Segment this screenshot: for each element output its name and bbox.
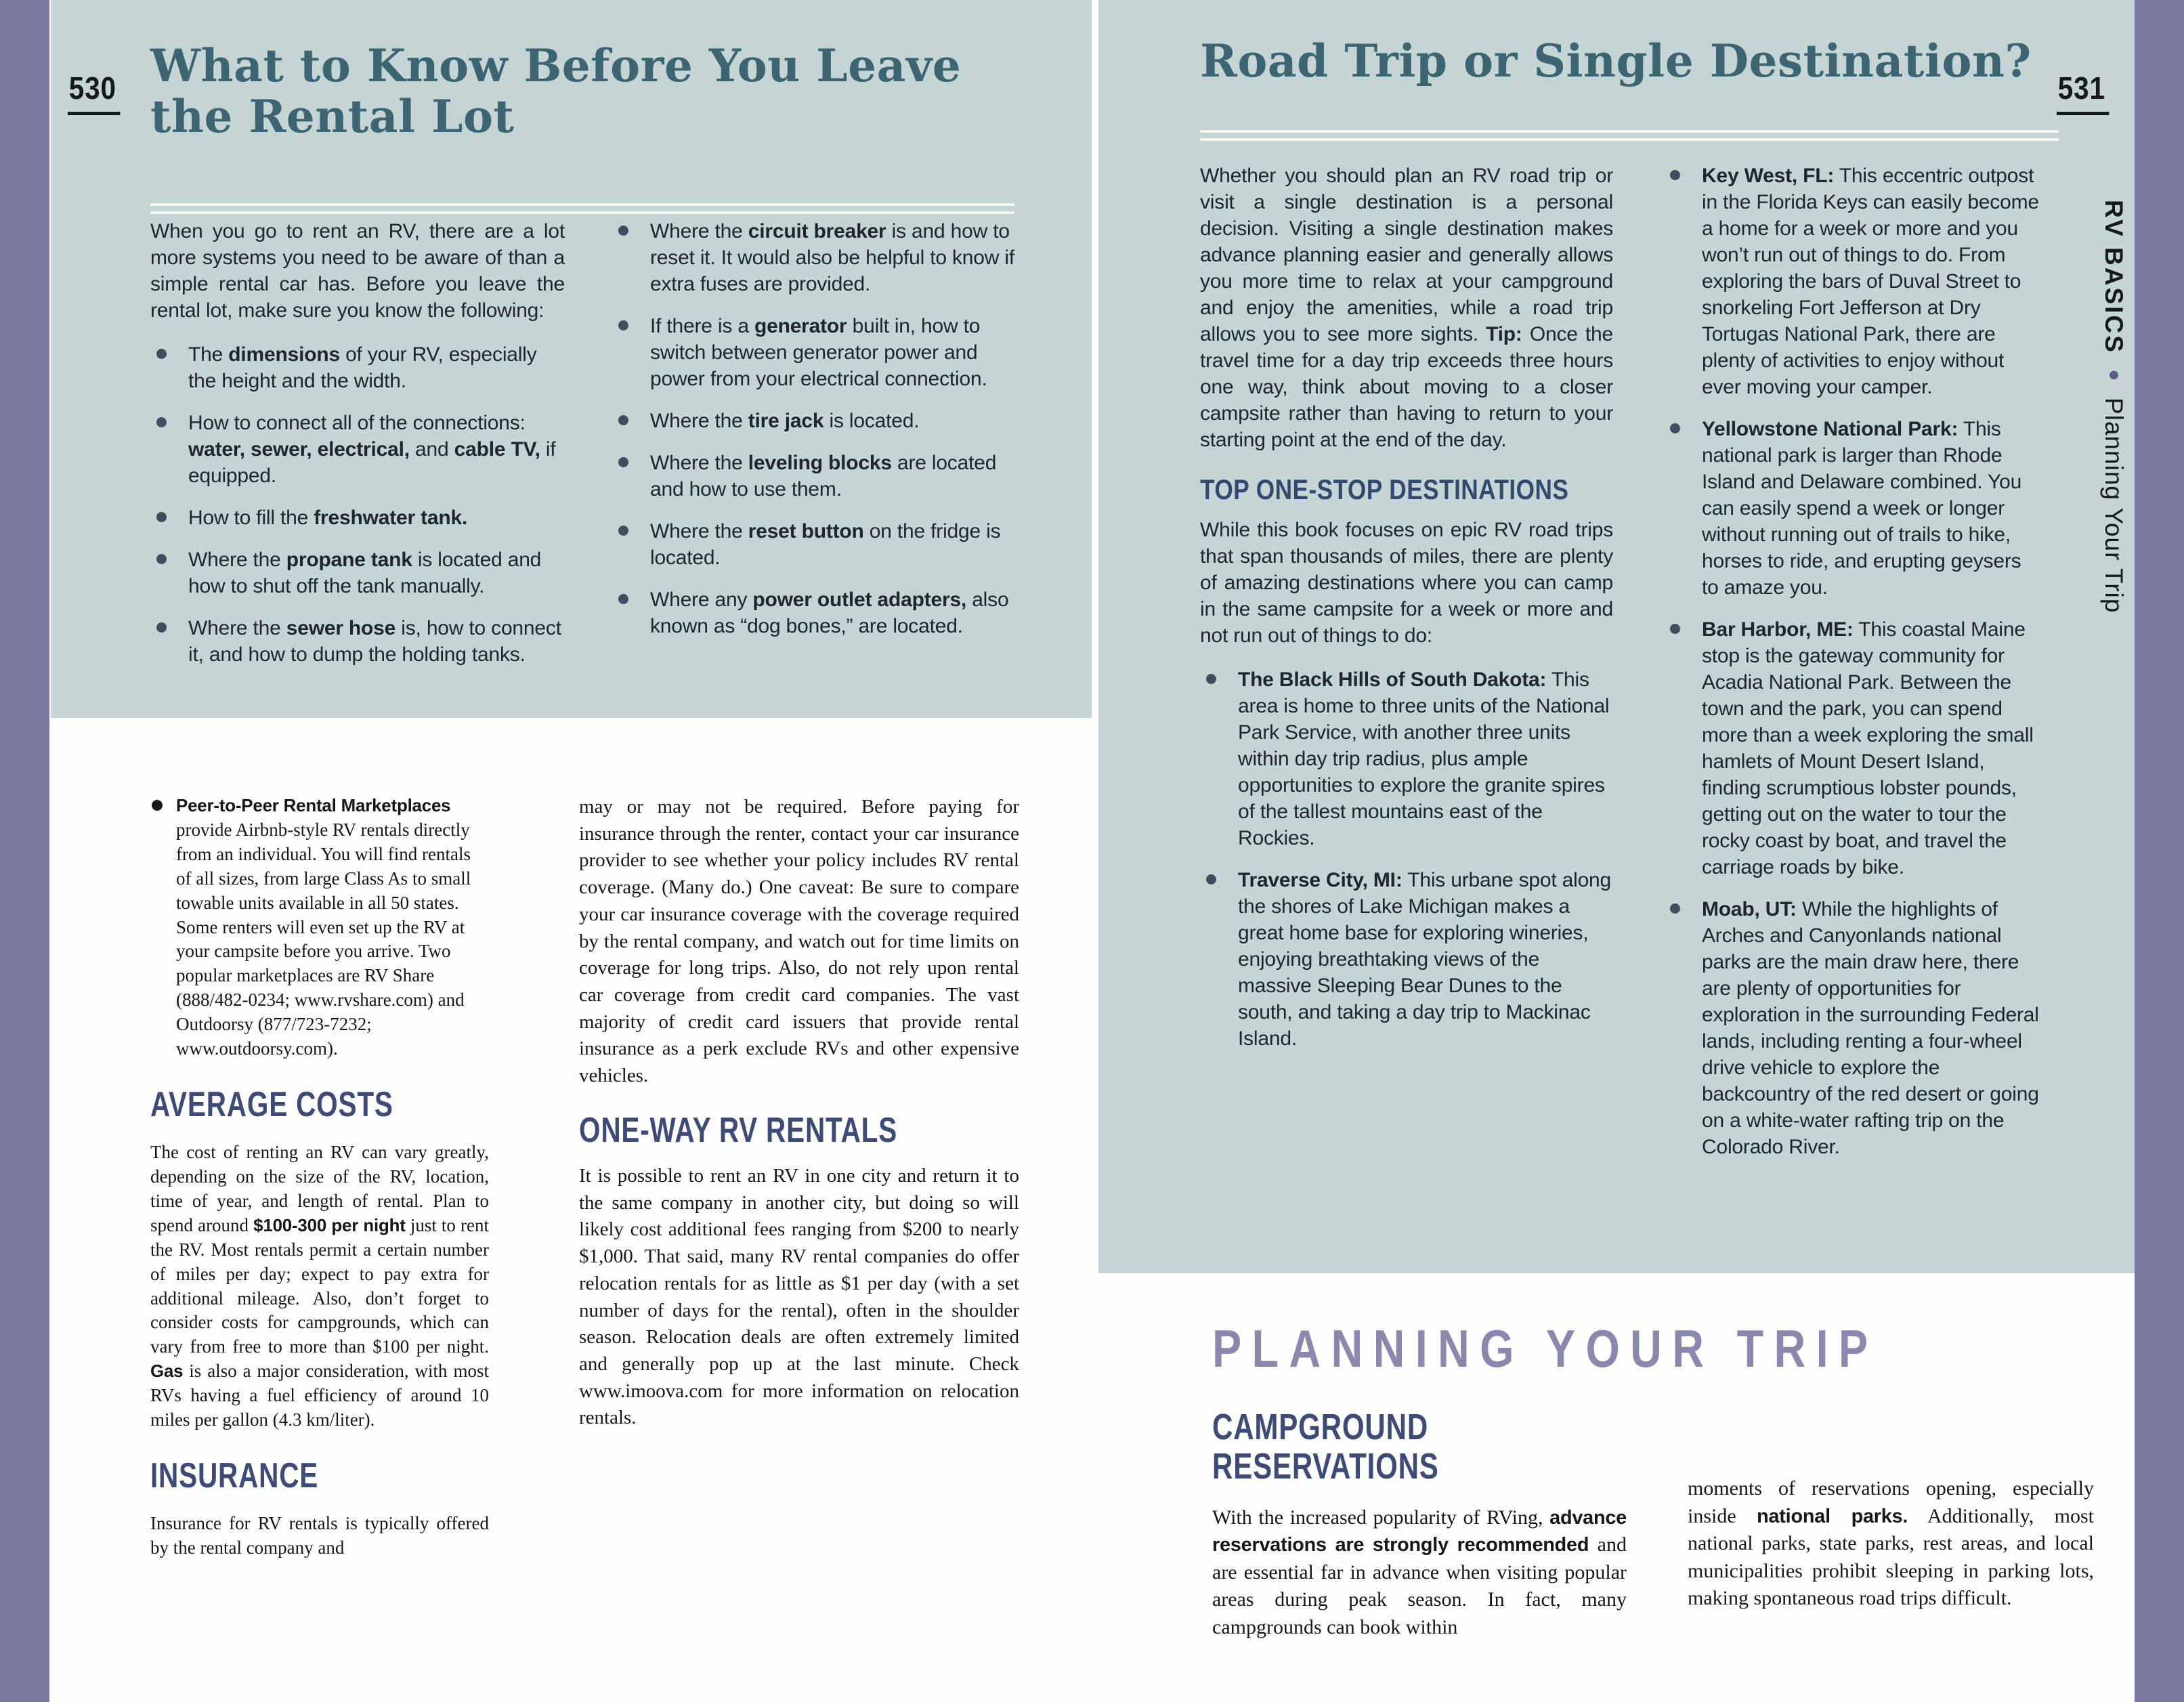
page-title-right: Road Trip or Single Destination? bbox=[1200, 35, 2032, 87]
checklist-item: Where the tire jack is located. bbox=[612, 408, 1027, 434]
road-trip-intro: Whether you should plan an RV road trip or visit a single destination is a personal decision. Visiting a single destination makes advance planning easier and generally allows you more time to relax at your campground and enjoy the amenities, while a road trip allows you to see more sights. Tip: Once the travel time for a day trip exceeds three hours one way, think about moving to a closer campsite rather than having to return to your starting point at the end of the day. bbox=[1200, 165, 1613, 451]
average-costs-body: The cost of renting an RV can vary greatly, depending on the size of the RV, location, time of year, and length of rental. Plan to spend around $100-300 per night just to rent the RV. Most rentals permit a certain number of miles per day; expect to pay extra for additional mileage. Also, don’t forget to consider costs for campgrounds, which can vary from free to more than $100 per night. Gas is also a major consideration, with most RVs having a fuel efficiency of around 10 miles per gallon (4.3 km/liter). bbox=[150, 1142, 489, 1430]
left-bottom-column-2 bbox=[579, 794, 1019, 1432]
destination-item: Yellowstone National Park: This national park is larger than Rhode Island and Delaware combined. You can easily spend a week or longer without running out of trails to hike, horses to ride, and erupting geysers to amaze you. bbox=[1664, 416, 2043, 601]
campground-reservations-heading bbox=[1212, 1407, 1535, 1487]
campground-heading-line2: RESERVATIONS bbox=[1212, 1446, 1439, 1487]
checklist-item: Where any power outlet adapters, also known as “dog bones,” are located. bbox=[612, 587, 1027, 639]
chapter-sidebar-label bbox=[2099, 200, 2128, 613]
destinations-list-1 bbox=[1200, 666, 1613, 1052]
checklist-item: Where the leveling blocks are located and how to use them. bbox=[612, 450, 1027, 503]
double-rule-right bbox=[1200, 130, 2059, 141]
intro-paragraph: When you go to rent an RV, there are a lot more systems you need to be aware of than a simple rental car has. Before you leave the rental lot, make sure you know the following: bbox=[150, 220, 565, 322]
double-rule-left bbox=[150, 203, 1014, 214]
destination-item: Bar Harbor, ME: This coastal Maine stop is the gateway community for Acadia National Park. Between the town and the park, you can spend more than a week exploring the small hamlets of Mount Desert Island, finding scrumptious lobster pounds, getting out on the water to tour the rocky coast by boat, and travel the carriage roads by bike. bbox=[1664, 616, 2043, 880]
checklist-column-2 bbox=[612, 218, 1027, 683]
destinations-intro: While this book focuses on epic RV road trips that span thousands of miles, there are plenty of amazing destinations where you can camp in the same campsite for a week or more and not run out of things to do: bbox=[1200, 519, 1613, 647]
road-trip-column-1 bbox=[1200, 163, 1613, 1176]
left-spine-bar bbox=[0, 0, 49, 1702]
checklist-column-1 bbox=[150, 218, 565, 683]
sidebar-separator-dot-icon: ● bbox=[2103, 368, 2126, 383]
one-stop-destinations-heading: TOP ONE-STOP DESTINATIONS bbox=[1200, 473, 1569, 505]
planning-your-trip-heading: PLANNING YOUR TRIP bbox=[1212, 1320, 1879, 1379]
left-bottom-column-1 bbox=[150, 794, 489, 1560]
one-way-rentals-body: It is possible to rent an RV in one city and return it to the same company in another city, but doing so will likely cost additional fees ranging from $200 to nearly $1,000. That said, many RV rental companies do offer relocation rentals for as little as $1 per day (with a set number of days for the rental), often in the shoulder season. Relocation deals are often extremely limited and generally pop up at the last minute. Check www.imoova.com for more information on relocation rentals. bbox=[579, 1164, 1019, 1429]
checklist-item: If there is a generator built in, how to switch between generator power and power from your electrical connection. bbox=[612, 313, 1027, 392]
checklist-item: Where the propane tank is located and how to shut off the tank manually. bbox=[150, 547, 565, 599]
checklist-item: How to connect all of the connections: water, sewer, electrical, and cable TV, if equipped. bbox=[150, 410, 565, 489]
destination-item: The Black Hills of South Dakota: This area is home to three units of the National Park Service, with another three units within day trip radius, plus ample opportunities to explore the granite spires of the tallest mountains east of the Rockies. bbox=[1200, 666, 1613, 851]
road-trip-column-2 bbox=[1664, 163, 2043, 1176]
page-number-530: 530 bbox=[68, 70, 120, 115]
checklist-item: Where the circuit breaker is and how to reset it. It would also be helpful to know if extra fuses are provided. bbox=[612, 218, 1027, 297]
page-title-left-line1: What to Know Before You Leave bbox=[150, 39, 962, 92]
sidebar-section-name: Planning Your Trip bbox=[2100, 397, 2128, 614]
checklist-list-2 bbox=[612, 218, 1027, 639]
campground-column-1 bbox=[1212, 1407, 1627, 1641]
destination-item: Key West, FL: This eccentric outpost in the Florida Keys can easily become a home for a week or more and you won’t run out of things to do. From exploring the bars of Duval Street to snorkeling Fort Jefferson at Dry Tortugas National Park, there are plenty of activities to enjoy without ever moving your camper. bbox=[1664, 163, 2043, 400]
checklist-item: Where the reset button on the fridge is located. bbox=[612, 518, 1027, 571]
campground-reservations-section bbox=[1212, 1407, 2094, 1641]
campground-body-1: With the increased popularity of RVing, advance reservations are strongly recommended and are essential far in advance when visiting popular areas during peak season. In fact, many campgrounds can book within bbox=[1212, 1506, 1627, 1638]
road-trip-columns bbox=[1200, 163, 2043, 1176]
sidebar-chapter-name: RV BASICS bbox=[2100, 200, 2128, 354]
checklist-list-1 bbox=[150, 341, 565, 668]
page-title-left bbox=[150, 41, 961, 142]
peer-rental-list bbox=[150, 794, 489, 1061]
destinations-list-2 bbox=[1664, 163, 2043, 1160]
destination-item: Traverse City, MI: This urbane spot along the shores of Lake Michigan makes a great home base for exploring wineries, enjoying breathtaking views of the massive Sleeping Bear Dunes to the south, and taking a day trip to Mackinac Island. bbox=[1200, 867, 1613, 1052]
average-costs-heading: AVERAGE COSTS bbox=[150, 1084, 393, 1124]
destination-item: Moab, UT: While the highlights of Arches and Canyonlands national parks are the main draw here, there are plenty of opportunities for exploration in the surrounding Federal lands, including renting a four-wheel drive vehicle to explore the backcountry of the red desert or going on a white-water rafting trip on the Colorado River. bbox=[1664, 896, 2043, 1160]
right-spine-bar bbox=[2135, 0, 2184, 1702]
campground-heading-line1: CAMPGROUND bbox=[1212, 1407, 1429, 1447]
page-title-left-line2: the Rental Lot bbox=[150, 90, 515, 144]
one-way-rentals-heading: ONE-WAY RV RENTALS bbox=[579, 1110, 898, 1150]
insurance-body: Insurance for RV rentals is typically offered by the rental company and bbox=[150, 1513, 489, 1558]
campground-body-2: moments of reservations opening, especially inside national parks. Additionally, most national parks, state parks, rest areas, and local municipalities prohibit sleeping in parking lots, making spontaneous road trips difficult. bbox=[1688, 1477, 2094, 1609]
checklist-columns bbox=[150, 218, 1027, 683]
checklist-item: How to fill the freshwater tank. bbox=[150, 505, 565, 531]
insurance-continuation: may or may not be required. Before paying for insurance through the renter, contact your car insurance provider to see whether your policy includes RV rental coverage. (Many do.) One caveat: Be sure to compare your car insurance coverage with the coverage required by the rental company, and watch out for time limits on coverage for long trips. Also, do not rely upon rental car coverage from credit card companies. The vast majority of credit card issuers that provide rental insurance as a perk exclude RVs and other expensive vehicles. bbox=[579, 796, 1019, 1087]
peer-rental-item: Peer-to-Peer Rental Marketplaces provide Airbnb-style RV rentals directly from an individual. You will find rentals of all sizes, from large Class As to small towable units available in all 50 states. Some renters will even set up the RV at your campsite before you arrive. Two popular marketplaces are RV Share (888/482-0234; www.rvshare.com) and Outdoorsy (877/723-7232; www.outdoorsy.com). bbox=[150, 794, 489, 1061]
page-number-531: 531 bbox=[2057, 70, 2109, 115]
insurance-heading: INSURANCE bbox=[150, 1456, 319, 1495]
checklist-item: The dimensions of your RV, especially the height and the width. bbox=[150, 341, 565, 394]
checklist-item: Where the sewer hose is, how to connect it, and how to dump the holding tanks. bbox=[150, 615, 565, 668]
campground-column-2 bbox=[1688, 1407, 2094, 1641]
